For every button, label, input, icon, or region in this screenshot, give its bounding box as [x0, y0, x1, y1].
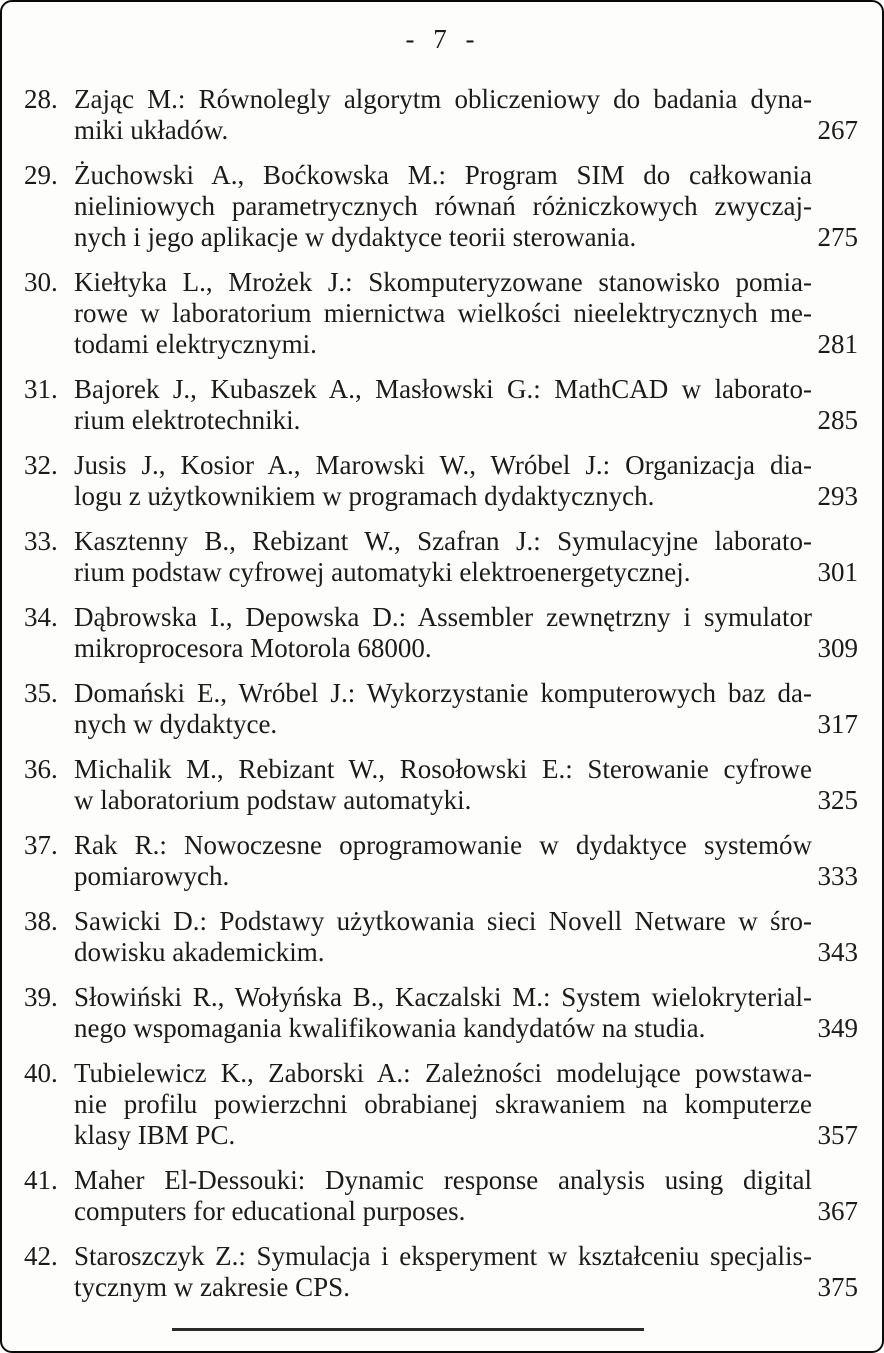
entry-title-line: Sawicki D.: Podstawy użytkowania sieci Novell Netware w śro- [74, 906, 812, 936]
entry-title-line: rowe w laboratorium miernictwa wielkości nieelektrycznych me- [74, 298, 812, 328]
entry-title [74, 754, 812, 816]
entry-title-line: Tubielewicz K., Zaborski A.: Zależności modelujące powstawa- [74, 1058, 812, 1088]
entry-title-line: Kiełtyka L., Mrożek J.: Skomputeryzowane stanowisko pomia- [74, 267, 812, 297]
toc-entry [24, 84, 858, 146]
toc-entry [24, 754, 858, 816]
toc-entry [24, 267, 858, 360]
entry-title [74, 830, 812, 892]
entry-number: 36. [24, 754, 58, 784]
entry-number: 30. [24, 267, 58, 297]
toc-entry [24, 1058, 858, 1151]
entry-title-line: Rak R.: Nowoczesne oprogramowanie w dydaktyce systemów [74, 830, 812, 860]
entry-title [74, 160, 812, 253]
entry-page-number: 343 [817, 937, 858, 967]
toc-entry [24, 160, 858, 253]
toc-entry [24, 602, 858, 664]
entry-page-number: 267 [817, 115, 858, 145]
entry-title-line: logu z użytkownikiem w programach dydaktycznych. [74, 481, 655, 511]
toc-entry [24, 830, 858, 892]
entry-title-line: nego wspomagania kwalifikowania kandydatów na studia. [74, 1013, 706, 1043]
entry-title-line: Bajorek J., Kubaszek A., Masłowski G.: MathCAD w laborato- [74, 374, 812, 404]
entry-title-line: Maher El-Dessouki: Dynamic response analysis using digital [74, 1165, 812, 1195]
toc-entry [24, 1241, 858, 1303]
entry-page-number: 333 [817, 861, 858, 891]
toc-entry [24, 526, 858, 588]
toc-entry [24, 906, 858, 968]
entry-title-line: tycznym w zakresie CPS. [74, 1272, 350, 1302]
entry-title-line: Słowiński R., Wołyńska B., Kaczalski M.: System wielokryterial- [74, 982, 812, 1012]
entry-title-line: mikroprocesora Motorola 68000. [74, 633, 432, 663]
entry-title-line: rium elektrotechniki. [74, 405, 301, 435]
entry-page-number: 375 [817, 1272, 858, 1302]
toc-entry [24, 982, 858, 1044]
entry-title-line: nych i jego aplikacje w dydaktyce teorii sterowania. [74, 222, 637, 252]
page-number-header: - 7 - [405, 24, 477, 54]
toc-entry [24, 1165, 858, 1227]
entry-title [74, 678, 812, 740]
entry-page-number: 301 [817, 557, 858, 587]
entry-title-line: miki układów. [74, 115, 229, 145]
entry-title [74, 602, 812, 664]
entry-title-line: klasy IBM PC. [74, 1120, 236, 1150]
entry-title-line: Dąbrowska I., Depowska D.: Assembler zewnętrzny i symulator [74, 602, 812, 632]
entry-title-line: rium podstaw cyfrowej automatyki elektroenergetycznej. [74, 557, 691, 587]
entry-title-line: dowisku akademickim. [74, 937, 325, 967]
entry-title-line: nie profilu powierzchni obrabianej skrawaniem na komputerze [74, 1089, 812, 1119]
entry-number: 37. [24, 830, 58, 860]
entry-title [74, 906, 812, 968]
entry-number: 33. [24, 526, 58, 556]
entry-title-line: Domański E., Wróbel J.: Wykorzystanie komputerowych baz da- [74, 678, 812, 708]
entry-number: 29. [24, 160, 58, 190]
entry-page-number: 281 [817, 329, 858, 359]
entry-title-line: pomiarowych. [74, 861, 230, 891]
entry-number: 34. [24, 602, 58, 632]
toc-entry [24, 678, 858, 740]
entry-number: 40. [24, 1058, 58, 1088]
entry-page-number: 309 [817, 633, 858, 663]
toc-entry [24, 450, 858, 512]
entry-title [74, 1058, 812, 1151]
entry-page-number: 293 [817, 481, 858, 511]
entry-title-line: Jusis J., Kosior A., Marowski W., Wróbel J.: Organizacja dia- [74, 450, 812, 480]
entry-page-number: 357 [817, 1120, 858, 1150]
entry-title-line: Kasztenny B., Rebizant W., Szafran J.: Symulacyjne laborato- [74, 526, 812, 556]
entry-title-line: w laboratorium podstaw automatyki. [74, 785, 472, 815]
entry-title [74, 450, 812, 512]
entry-title [74, 982, 812, 1044]
entry-number: 41. [24, 1165, 58, 1195]
entry-title-line: Zając M.: Równolegly algorytm obliczeniowy do badania dyna- [74, 84, 812, 114]
entry-title [74, 267, 812, 360]
entry-title-line: computers for educational purposes. [74, 1196, 466, 1226]
entry-page-number: 317 [817, 709, 858, 739]
entry-number: 28. [24, 84, 58, 114]
entry-title-line: Staroszczyk Z.: Symulacja i eksperyment w kształceniu specjalis- [74, 1241, 812, 1271]
entry-title-line: Żuchowski A., Boćkowska M.: Program SIM do całkowania [74, 160, 812, 190]
entry-title [74, 1241, 812, 1303]
entry-title-line: Michalik M., Rebizant W., Rosołowski E.: Sterowanie cyfrowe [74, 754, 812, 784]
entry-number: 35. [24, 678, 58, 708]
entry-number: 39. [24, 982, 58, 1012]
entry-number: 38. [24, 906, 58, 936]
toc-entry [24, 374, 858, 436]
entry-title-line: nych w dydaktyce. [74, 709, 278, 739]
entry-page-number: 367 [817, 1196, 858, 1226]
entry-number: 42. [24, 1241, 58, 1271]
entry-page-number: 349 [817, 1013, 858, 1043]
entry-page-number: 325 [817, 785, 858, 815]
entry-page-number: 285 [817, 405, 858, 435]
entry-title [74, 84, 812, 146]
entry-title [74, 374, 812, 436]
entry-number: 32. [24, 450, 58, 480]
toc-list [24, 84, 858, 1303]
entry-title-line: nieliniowych parametrycznych równań różniczkowych zwyczaj- [74, 191, 812, 221]
entry-title-line: todami elektrycznymi. [74, 329, 317, 359]
bottom-rule [172, 1328, 644, 1331]
entry-title [74, 526, 812, 588]
entry-title [74, 1165, 812, 1227]
entry-number: 31. [24, 374, 58, 404]
entry-page-number: 275 [817, 222, 858, 252]
